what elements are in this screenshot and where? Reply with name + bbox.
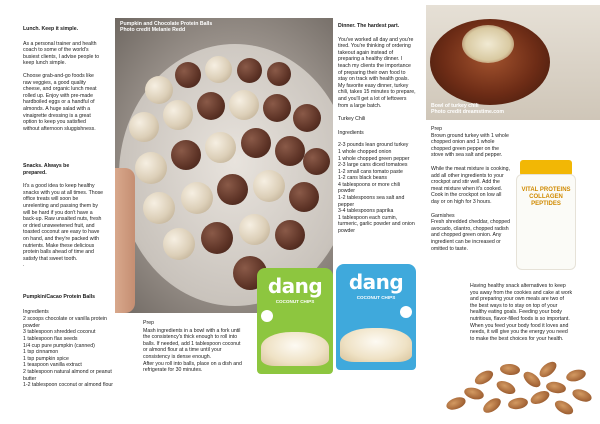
dinner-section <box>338 23 426 235</box>
dang-logo-blue: dang <box>348 270 404 294</box>
chili-ingredients: 2-3 pounds lean ground turkey 1 whole chopped onion 1 whole chopped green pepper 2-3 large cans diced tomatoes 1-2 small cans tomato paste 1-2 cans black beans 4 tablespoons or more chili powder 1-2 tablespoons sea salt and pepper 3-4 tablespoons paprika 1 tablespoon each cumin, turmeric, garlic powder and onion powder <box>338 142 415 235</box>
chili-topping <box>462 25 514 63</box>
badge-icon <box>400 306 412 318</box>
chili-prep-text: Brown ground turkey with 1 whole chopped onion and 1 whole chopped green pepper on the stove with sea salt and pepper. <box>431 132 509 159</box>
lunch-paragraph-2: Choose grab-and-go foods like raw veggies, a good quality cheese, and organic lunch meat rolled up. Enjoy with pre-made hardboiled eggs or a handful of almonds. A huge salad with a vinaigrette dressing is a great option to keep you satisfied without afternoon sluggishness. <box>23 72 97 132</box>
coconut-chips-image <box>261 332 329 366</box>
jar-body <box>516 174 576 270</box>
turkey-chili-heading: Turkey Chili <box>338 116 366 123</box>
snacks-heading: Snacks. Always be prepared. <box>23 163 70 176</box>
prep-label: Prep <box>143 320 154 326</box>
protein-balls-ingredients: 2 scoops chocolate or vanilla protein powder 3 tablespoon shredded coconut 1 tablespoon flax seeds 1/4 cup pure pumpkin (canned) 1 tsp cinnamon 1 tsp pumpkin spice 1 teaspoon vanilla extract 2 tablespoon natural almond or peanut butter 1-2 tablespoon coconut or almond flour <box>23 316 113 389</box>
protein-balls-heading: Pumpkin/Cacao Protein Balls <box>23 294 96 300</box>
protein-balls-ingredients-label: Ingredients <box>23 308 49 315</box>
dang-product-blue: COCONUT CHIPS <box>356 295 396 300</box>
closing-section <box>470 283 598 342</box>
protein-balls-caption: Pumpkin and Chocolate Protein Balls Photo credit Melanie Redd <box>120 21 213 34</box>
dinner-paragraph: You've worked all day and you're tired. You're thinking of ordering takeout again instead of preparing a healthy dinner. I teach my clients the importance of preparing their own food to stay on track with health goals. My favorite easy dinner, turkey chili, takes 15 minutes to prepare, and you'll get a lot of leftovers from a large batch. <box>338 36 416 109</box>
lunch-paragraph-1: As a personal trainer and health coach to some of the world's busiest clients, I advise people to keep lunch simple. <box>23 40 100 67</box>
prep-text: Mash ingredients in a bowl with a fork until the consistency's thick enough to roll into balls. If needed, add 1 tablespoon coconut or almond flour at a time until your consistency is dense enough. After you roll into balls, place on a dish and refrigerate for 30 minutes. <box>143 327 242 374</box>
collagen-jar <box>516 160 576 270</box>
dang-logo-green: dang <box>267 274 323 298</box>
chili-prep-text-2: While the meat mixture is cooking, add all other ingredients to your crockpot and stir well. Add the meat mixture when it's cooked. Cook in the crockpot on low all day or on high for 3 hours. <box>431 165 510 205</box>
turkey-chili-photo <box>426 5 600 120</box>
lunch-section <box>23 26 113 132</box>
coconut-chips-image <box>340 328 412 362</box>
garnishes-text: Fresh shredded cheddar, chopped avocado, cilantro, chopped radish and chopped green onion. Any ingredient can be increased or omitted to taste. <box>431 219 511 252</box>
closing-paragraph: Having healthy snack alternatives to keep you away from the cookies and cake at work and preparing your own meals are two of the best ways to to stay on top of your healthy eating goals. Feeding your body nutritious, flavor-filled foods is so important. When you feed your body food it loves and needs, it will give you the energy you need to make the best choices for your health. <box>470 283 573 342</box>
snacks-paragraph: It's a good idea to keep healthy snacks with you at all times. Those office treats will soon be unrelenting and passing them by will be hard if you don't have a back-up. Raw unsalted nuts, fresh or dried unsweetened fruit, and toasted coconut are easy to have on hand, and they're packed with nutrients. Make these delicious protein balls ahead of time and satisfy that sweet tooth. . <box>23 183 104 269</box>
snacks-section <box>23 163 115 269</box>
chili-ingredients-label: Ingredients <box>338 129 364 136</box>
chili-prep-section <box>431 126 523 252</box>
jar-label: VITAL PROTEINS COLLAGEN PEPTIDES <box>521 187 571 207</box>
chili-caption: Bowl of turkey chili Photo credit dreamstime.com <box>431 103 504 116</box>
dang-product-green: COCONUT CHIPS <box>275 299 315 304</box>
lunch-heading: Lunch. Keep it simple. <box>23 26 79 32</box>
hand <box>115 168 135 313</box>
chili-prep-label: Prep <box>431 126 442 132</box>
dang-bag-green <box>257 268 333 374</box>
dinner-heading: Dinner. The hardest part. <box>338 23 400 29</box>
almonds-image <box>438 360 600 424</box>
dang-bag-blue <box>336 264 416 370</box>
protein-balls-prep <box>143 320 267 374</box>
garnishes-label: Garnishes <box>431 212 455 219</box>
